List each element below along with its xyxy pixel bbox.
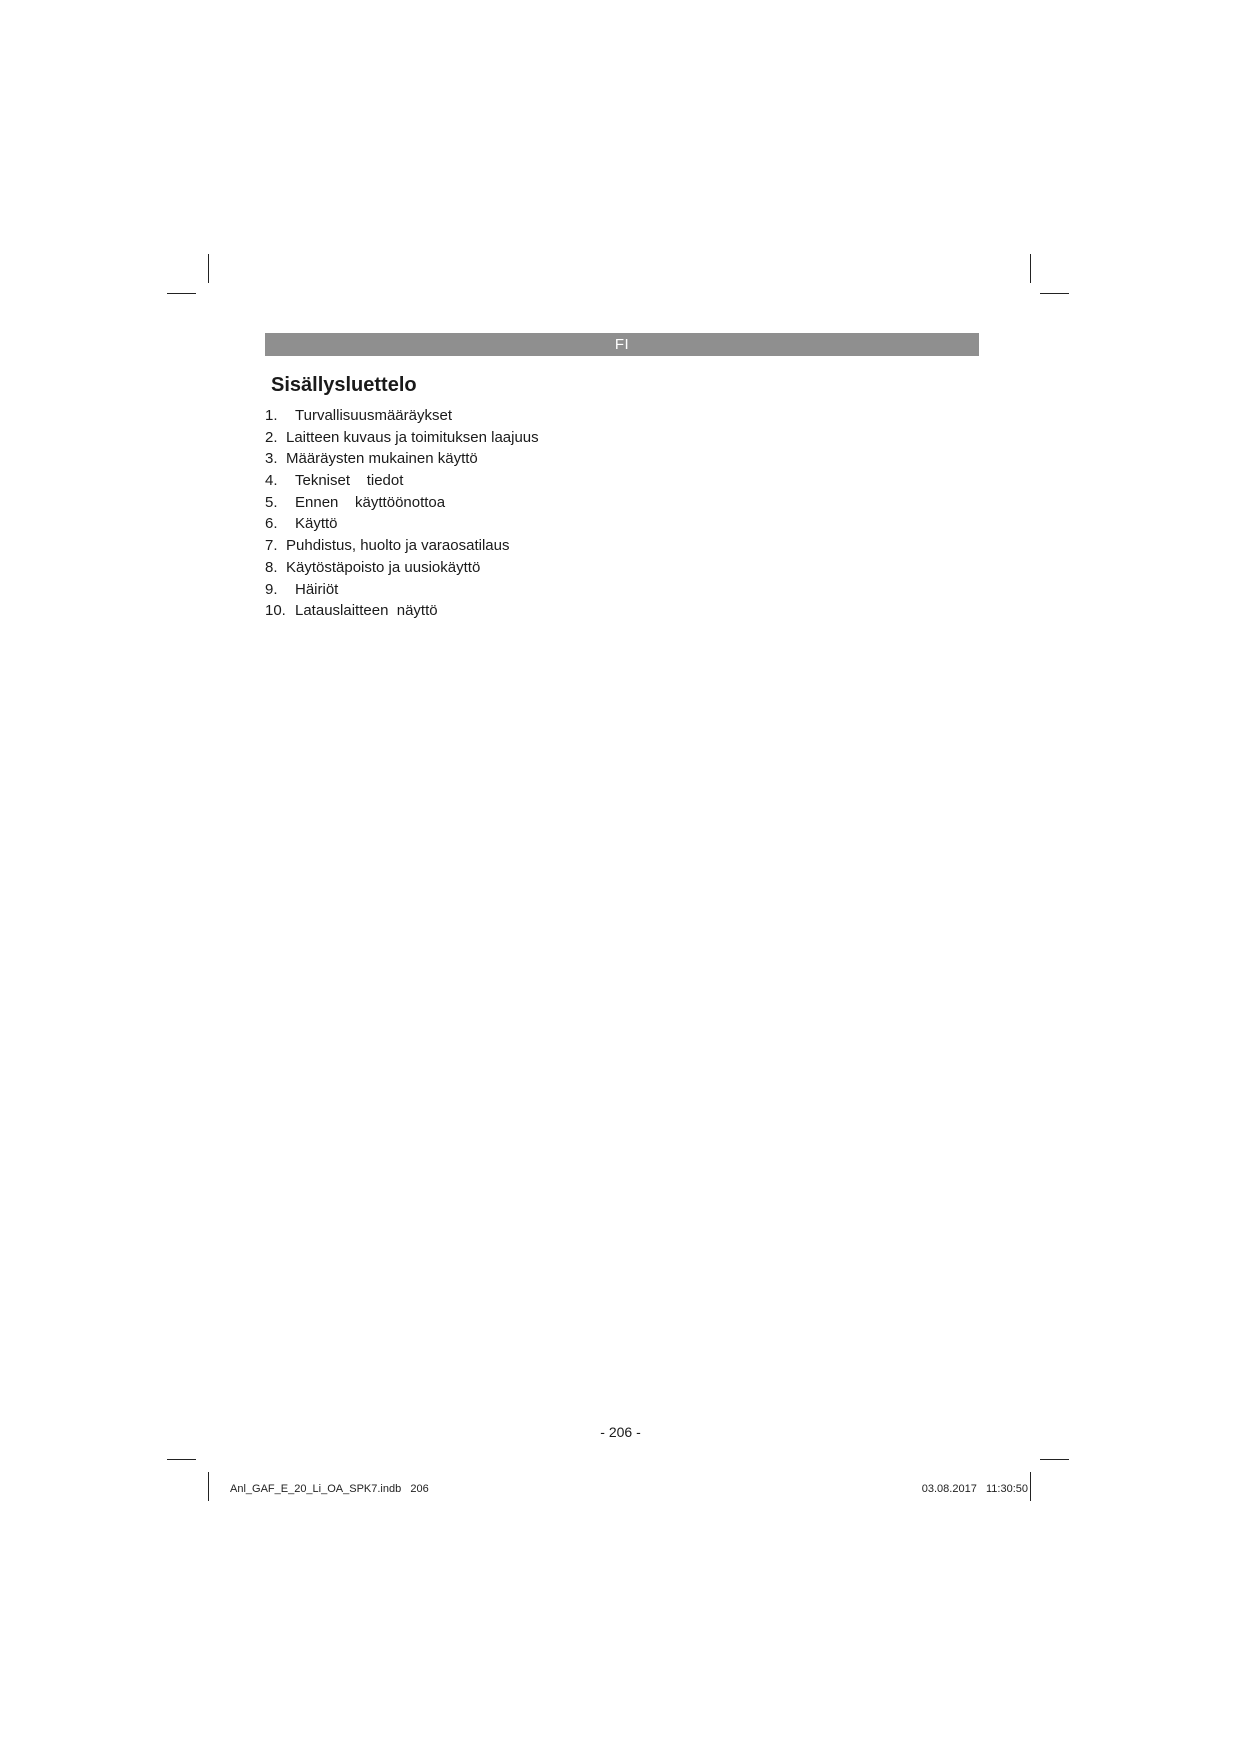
crop-mark-top-left-horizontal <box>167 293 196 294</box>
crop-mark-bottom-left-vertical <box>208 1472 209 1501</box>
toc-item <box>265 448 539 470</box>
toc-item-number: 6. <box>265 515 278 533</box>
toc-item <box>265 600 539 622</box>
crop-mark-bottom-right-horizontal <box>1040 1459 1069 1460</box>
crop-mark-top-right-horizontal <box>1040 293 1069 294</box>
toc-item <box>265 535 539 557</box>
toc-item-label: Tekniset tiedot <box>295 472 404 490</box>
crop-mark-bottom-left-horizontal <box>167 1459 196 1460</box>
toc-item-number: 3. <box>265 450 278 468</box>
toc-item <box>265 492 539 514</box>
toc-title: Sisällysluettelo <box>271 374 417 396</box>
toc-item-number: 5. <box>265 493 278 511</box>
toc-item <box>265 579 539 601</box>
toc-item-label: Puhdistus, huolto ja varaosatilaus <box>286 537 510 555</box>
toc-item-label: Laitteen kuvaus ja toimituksen laajuus <box>286 428 539 446</box>
crop-mark-top-right-vertical <box>1030 254 1031 283</box>
toc-item <box>265 513 539 535</box>
language-bar: FI <box>265 333 979 356</box>
toc-item-number: 9. <box>265 580 278 598</box>
footer-timestamp: 03.08.2017 11:30:50 <box>921 1483 1028 1495</box>
footer-file-info: Anl_GAF_E_20_Li_OA_SPK7.indb 206 <box>230 1483 429 1495</box>
toc-item <box>265 470 539 492</box>
crop-mark-bottom-right-vertical <box>1030 1472 1031 1501</box>
toc-item <box>265 557 539 579</box>
toc-item-label: Latauslaitteen näyttö <box>295 602 438 620</box>
toc-item-label: Määräysten mukainen käyttö <box>286 450 478 468</box>
toc-item-label: Häiriöt <box>295 580 339 598</box>
toc-item <box>265 405 539 427</box>
crop-mark-top-left-vertical <box>208 254 209 283</box>
toc-item-number: 1. <box>265 407 278 424</box>
toc-item-label: Ennen käyttöönottoa <box>295 493 446 511</box>
toc-item-number: 2. <box>265 428 278 446</box>
toc-item-label: Käyttö <box>295 515 338 533</box>
toc-item-label: Turvallisuusmääräykset <box>295 407 452 424</box>
toc-item <box>265 427 539 449</box>
toc-list <box>265 405 539 622</box>
toc-item-number: 10. <box>265 602 286 620</box>
toc-item-label: Käytöstäpoisto ja uusiokäyttö <box>286 558 481 576</box>
page-number: - 206 - <box>600 1424 641 1440</box>
toc-item-number: 7. <box>265 537 278 555</box>
toc-item-number: 8. <box>265 558 278 576</box>
toc-item-number: 4. <box>265 472 278 490</box>
